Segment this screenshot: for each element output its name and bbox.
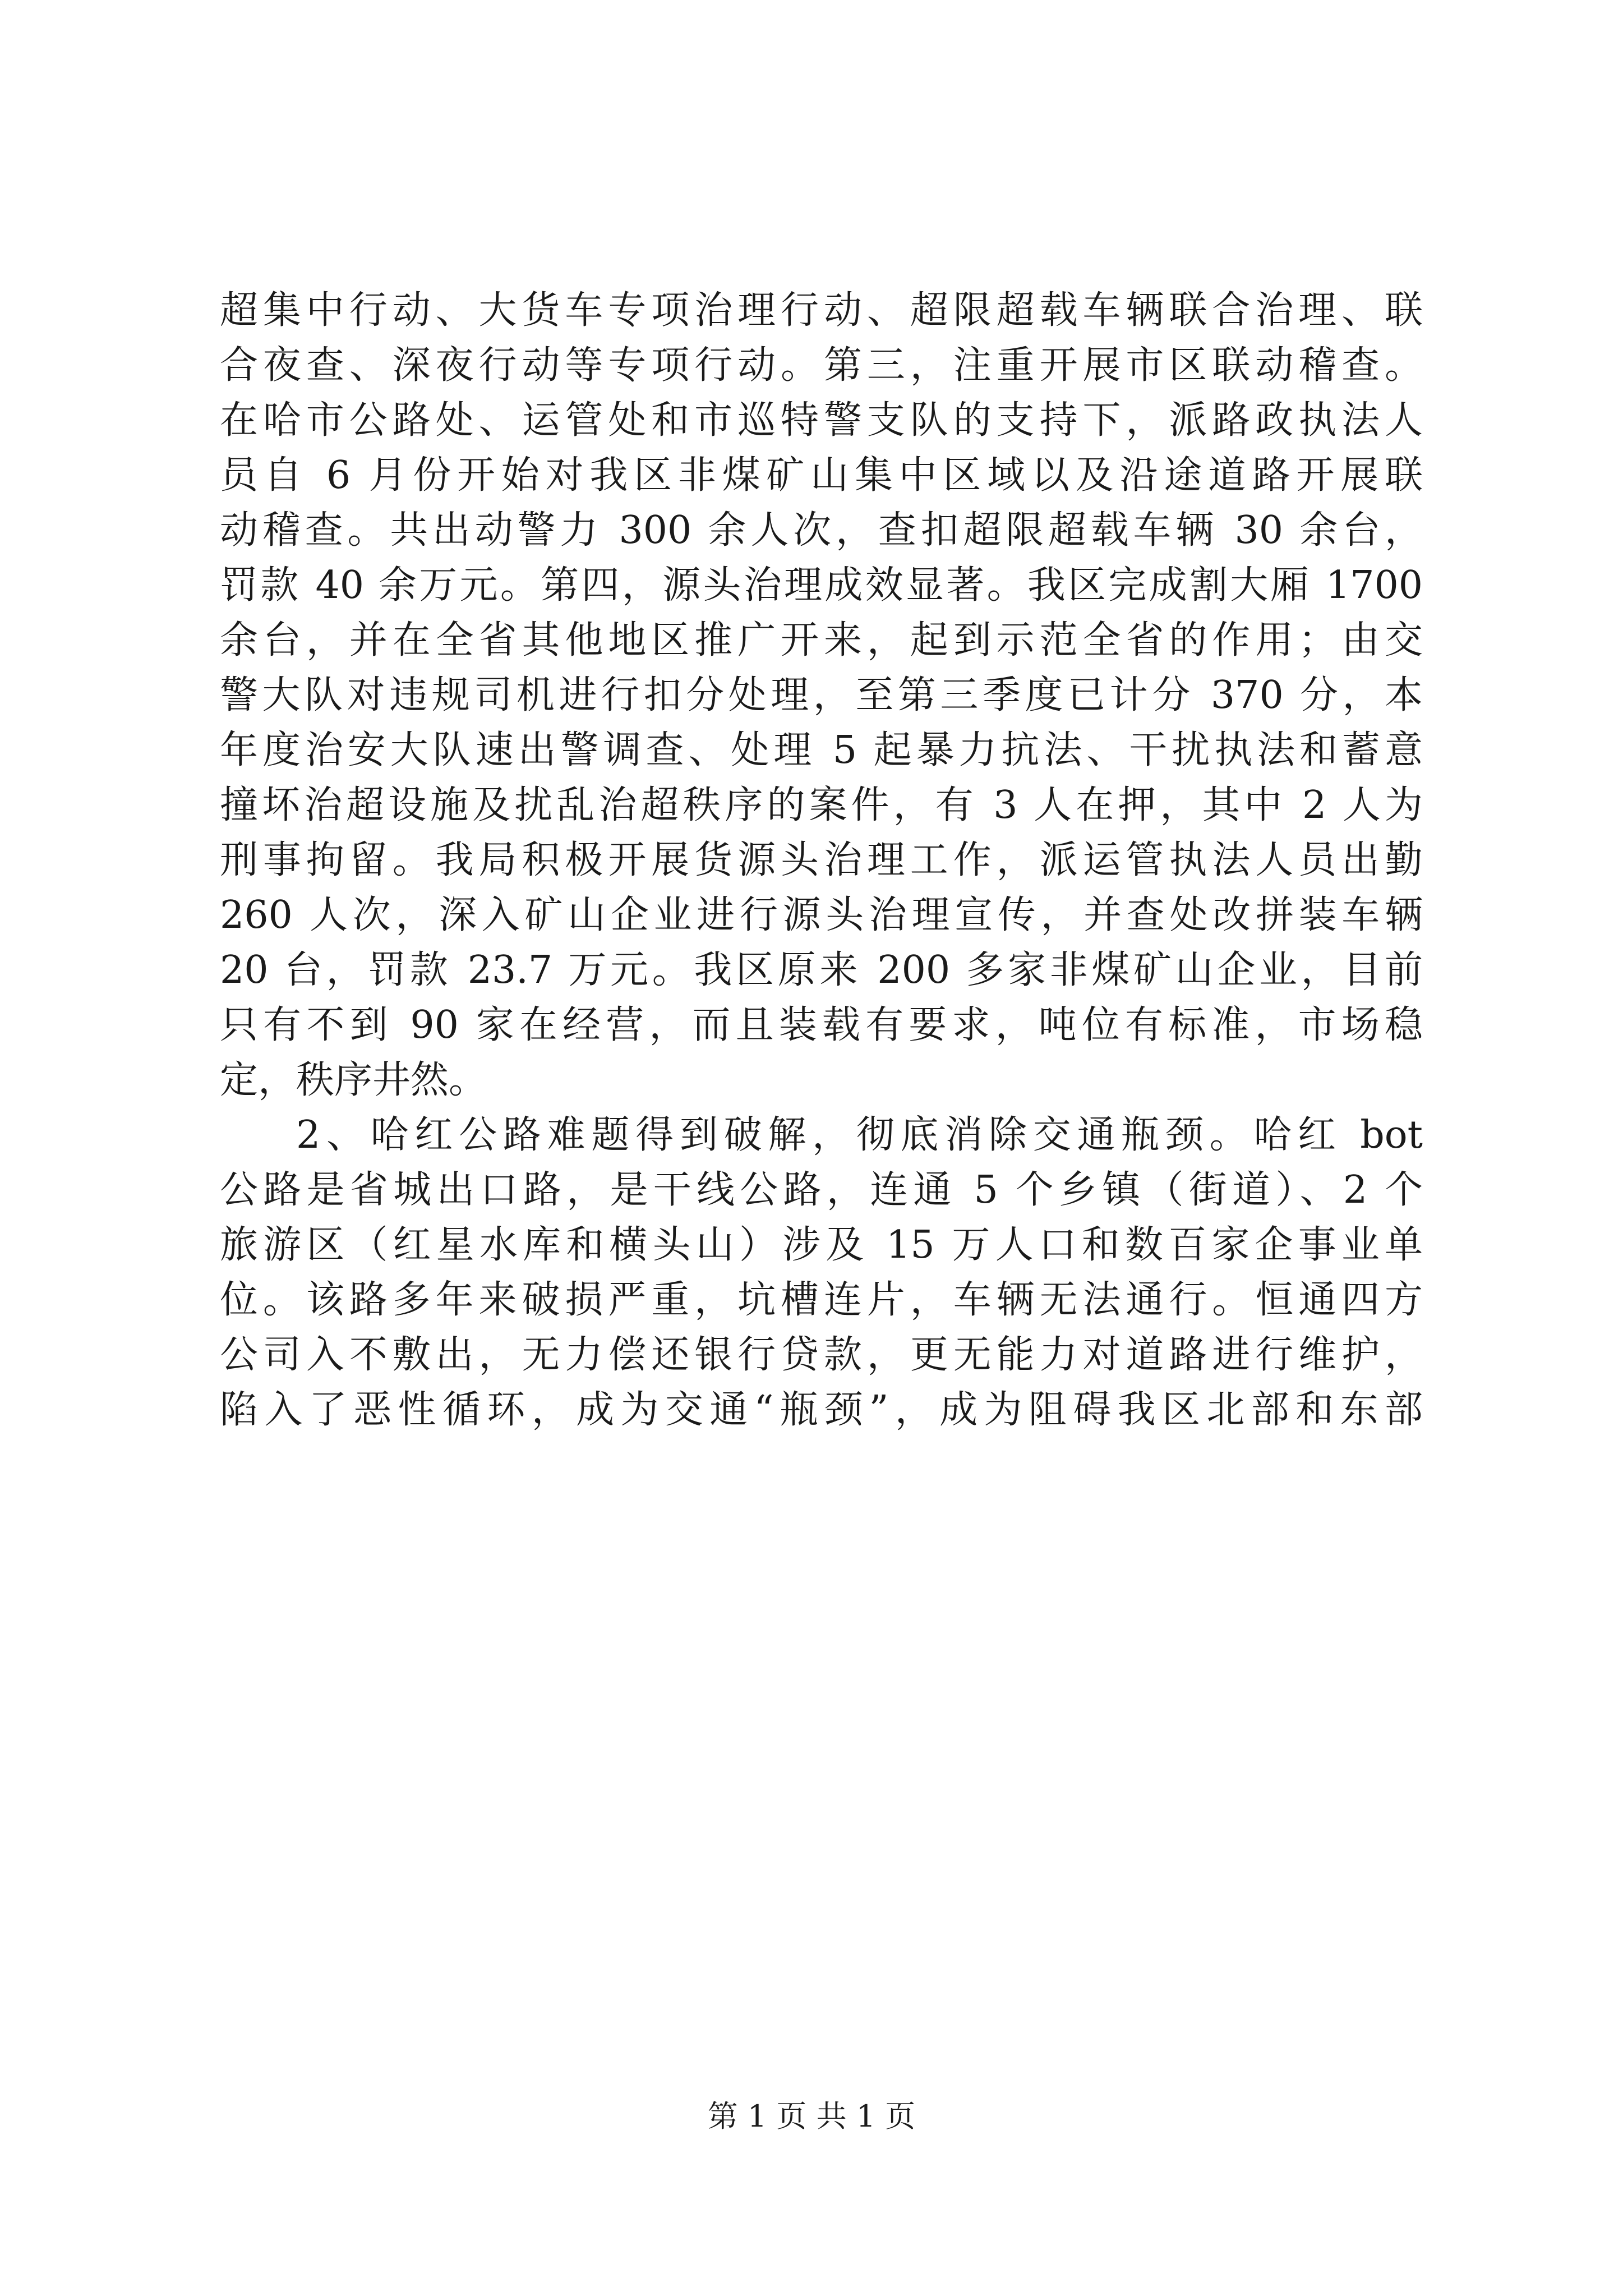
text-line: 20 台，罚款 23.7 万元。我区原来 200 多家非煤矿山企业，目前 [220, 948, 1423, 992]
text-line: 公路是省城出口路，是干线公路，连通 5 个乡镇（街道）、2 个 [220, 1168, 1423, 1212]
text-line: 刑事拘留。我局积极开展货源头治理工作，派运管执法人员出勤 [220, 838, 1423, 882]
body-text [220, 283, 1423, 1438]
text-line: 2、哈红公路难题得到破解，彻底消除交通瓶颈。哈红 bot [296, 1113, 1423, 1157]
text-line: 定，秩序井然。 [220, 1058, 487, 1102]
text-line: 公司入不敷出，无力偿还银行贷款，更无能力对道路进行维护， [220, 1333, 1423, 1377]
text-line: 在哈市公路处、运管处和市巡特警支队的支持下，派路政执法人 [220, 398, 1423, 443]
text-line: 合夜查、深夜行动等专项行动。第三，注重开展市区联动稽查。 [220, 343, 1423, 388]
text-line: 员自 6 月份开始对我区非煤矿山集中区域以及沿途道路开展联 [220, 453, 1423, 498]
text-line: 罚款 40 余万元。第四，源头治理成效显著。我区完成割大厢 1700 [220, 563, 1423, 608]
page-number-label: 第 1 页 共 1 页 [707, 2099, 916, 2134]
text-line: 超集中行动、大货车专项治理行动、超限超载车辆联合治理、联 [220, 288, 1423, 333]
text-line: 位。该路多年来破损严重，坑槽连片，车辆无法通行。恒通四方 [220, 1278, 1423, 1322]
text-line: 动稽查。共出动警力 300 余人次，查扣超限超载车辆 30 余台， [220, 508, 1423, 553]
text-line: 陷入了恶性循环，成为交通“瓶颈”，成为阻碍我区北部和东部 [220, 1388, 1423, 1432]
text-line: 旅游区（红星水库和横头山）涉及 15 万人口和数百家企事业单 [220, 1223, 1423, 1267]
text-line: 只有不到 90 家在经营，而且装载有要求，吨位有标准，市场稳 [220, 1003, 1423, 1047]
text-line: 警大队对违规司机进行扣分处理，至第三季度已计分 370 分，本 [220, 673, 1423, 717]
text-line: 年度治安大队速出警调查、处理 5 起暴力抗法、干扰执法和蓄意 [220, 728, 1423, 772]
text-line: 余台，并在全省其他地区推广开来，起到示范全省的作用；由交 [220, 618, 1423, 662]
text-line: 撞坏治超设施及扰乱治超秩序的案件，有 3 人在押，其中 2 人为 [220, 783, 1423, 827]
page-footer [0, 2092, 1623, 2136]
text-line: 260 人次，深入矿山企业进行源头治理宣传，并查处改拼装车辆 [220, 893, 1423, 937]
